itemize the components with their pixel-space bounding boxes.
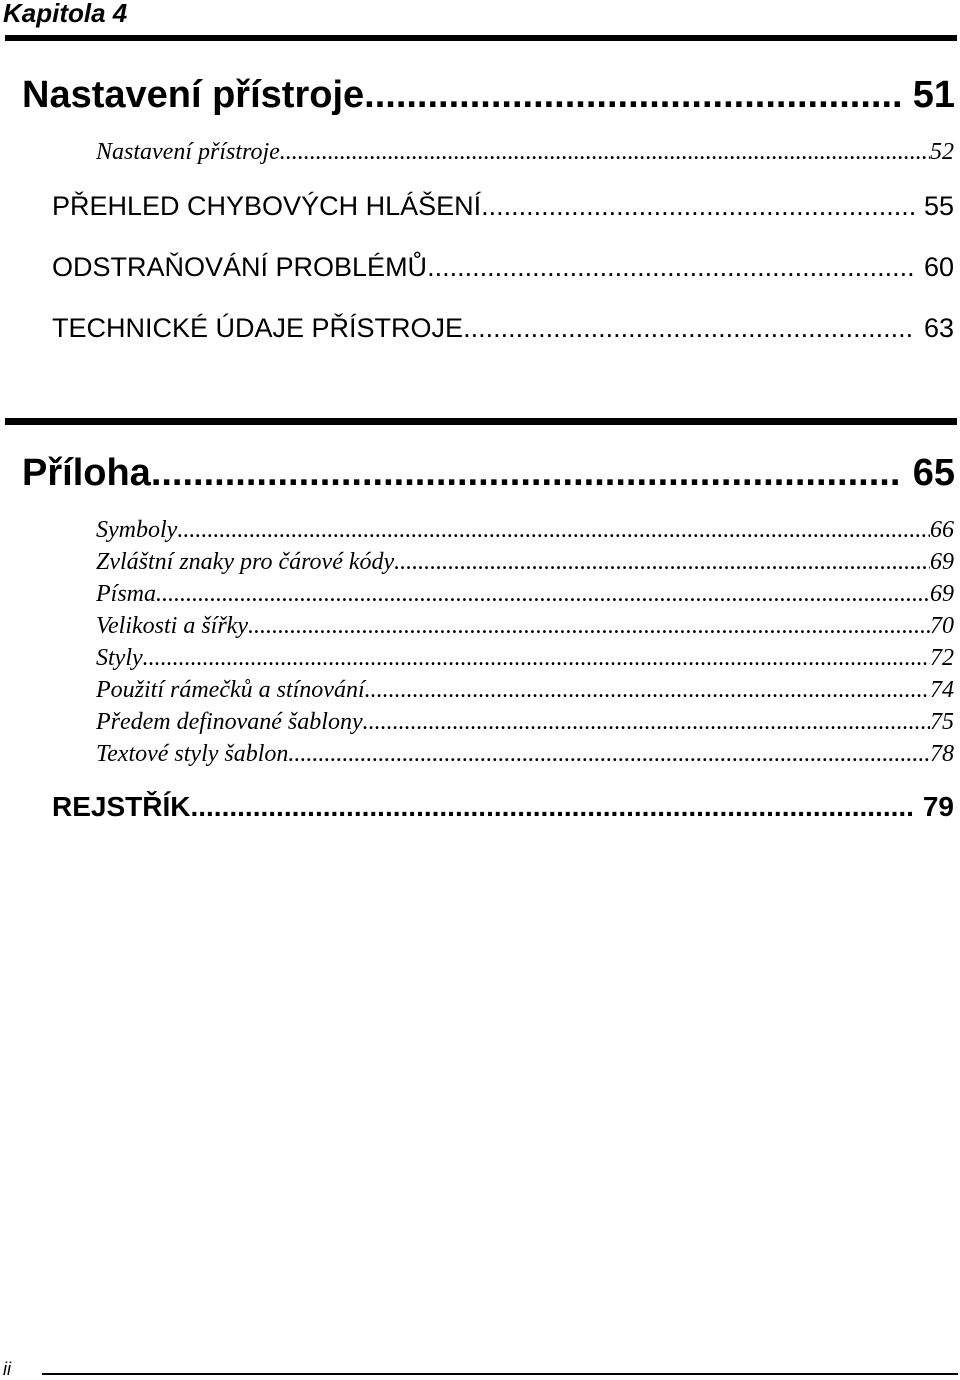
toc-section-title: PŘEHLED CHYBOVÝCH HLÁŠENÍ	[52, 191, 482, 221]
toc-entry-title: Nastavení přístroje	[96, 139, 280, 165]
toc-entry-page: 78	[930, 741, 954, 767]
dot-leader	[248, 610, 930, 642]
toc-section-page: 60	[923, 252, 954, 282]
toc-entry-page: 52	[930, 139, 954, 165]
toc-entry-title: Velikosti a šířky	[96, 613, 248, 639]
chapter-label: Kapitola 4	[3, 0, 128, 28]
dot-leader	[190, 790, 914, 824]
toc-entry[interactable]	[96, 610, 954, 642]
toc-chapter-title: Nastavení přístroje	[22, 74, 365, 116]
dot-leader	[363, 706, 930, 738]
toc-section-page: 79	[922, 791, 954, 822]
toc-chapter-nastaveni[interactable]	[22, 73, 955, 117]
dot-leader	[177, 514, 930, 546]
toc-entry-title: Použití rámečků a stínování	[96, 677, 365, 703]
toc-entry-title: Textové styly šablon	[96, 741, 289, 767]
toc-entry-page: 66	[930, 517, 954, 543]
toc-section-page: 55	[923, 191, 954, 221]
toc-section-title: TECHNICKÉ ÚDAJE PŘÍSTROJE	[52, 313, 464, 343]
toc-entry[interactable]	[96, 738, 954, 770]
toc-entry-page: 69	[930, 549, 954, 575]
dot-leader	[427, 251, 914, 283]
dot-leader	[365, 674, 930, 706]
section-rule	[5, 418, 957, 425]
toc-section-title: REJSTŘÍK	[52, 791, 191, 822]
dot-leader	[288, 738, 930, 770]
dot-leader	[481, 190, 914, 222]
toc-entry[interactable]	[96, 642, 954, 674]
toc-section-page: 63	[923, 313, 954, 343]
toc-entry-page: 75	[930, 709, 954, 735]
toc-entry[interactable]	[96, 546, 954, 578]
dot-leader	[463, 312, 914, 344]
toc-entry-title: Písma	[96, 581, 156, 607]
toc-entry-title: Symboly	[96, 517, 178, 543]
toc-entry[interactable]	[96, 706, 954, 738]
toc-chapter-title: Příloha	[22, 452, 151, 494]
toc-entry[interactable]	[96, 578, 954, 610]
dot-leader	[394, 546, 930, 578]
toc-section[interactable]	[52, 251, 954, 283]
toc-entry-title: Zvláštní znaky pro čárové kódy	[96, 549, 395, 575]
toc-chapter-priloha[interactable]	[22, 451, 955, 495]
toc-entry[interactable]	[96, 674, 954, 706]
dot-leader	[156, 578, 930, 610]
toc-entry-title: Styly	[96, 645, 143, 671]
toc-chapter-page: 51	[912, 74, 955, 116]
toc-entry-title: Předem definované šablony	[96, 709, 363, 735]
toc-entry[interactable]	[96, 136, 954, 168]
header-rule	[5, 35, 957, 41]
dot-leader	[143, 642, 930, 674]
toc-entry[interactable]	[96, 514, 954, 546]
dot-leader	[280, 136, 930, 168]
footer-rule	[42, 1373, 958, 1375]
toc-section-title: ODSTRAŇOVÁNÍ PROBLÉMŮ	[52, 252, 428, 282]
toc-section[interactable]	[52, 190, 954, 222]
toc-section-rejstrik[interactable]	[52, 790, 954, 824]
dot-leader	[151, 451, 903, 495]
toc-section[interactable]	[52, 312, 954, 344]
toc-chapter-page: 65	[912, 452, 955, 494]
toc-entry-page: 69	[930, 581, 954, 607]
page-folio: ii	[3, 1359, 11, 1379]
dot-leader	[364, 73, 903, 117]
toc-entry-page: 70	[930, 613, 954, 639]
toc-entry-page: 72	[930, 645, 954, 671]
toc-entry-page: 74	[930, 677, 954, 703]
